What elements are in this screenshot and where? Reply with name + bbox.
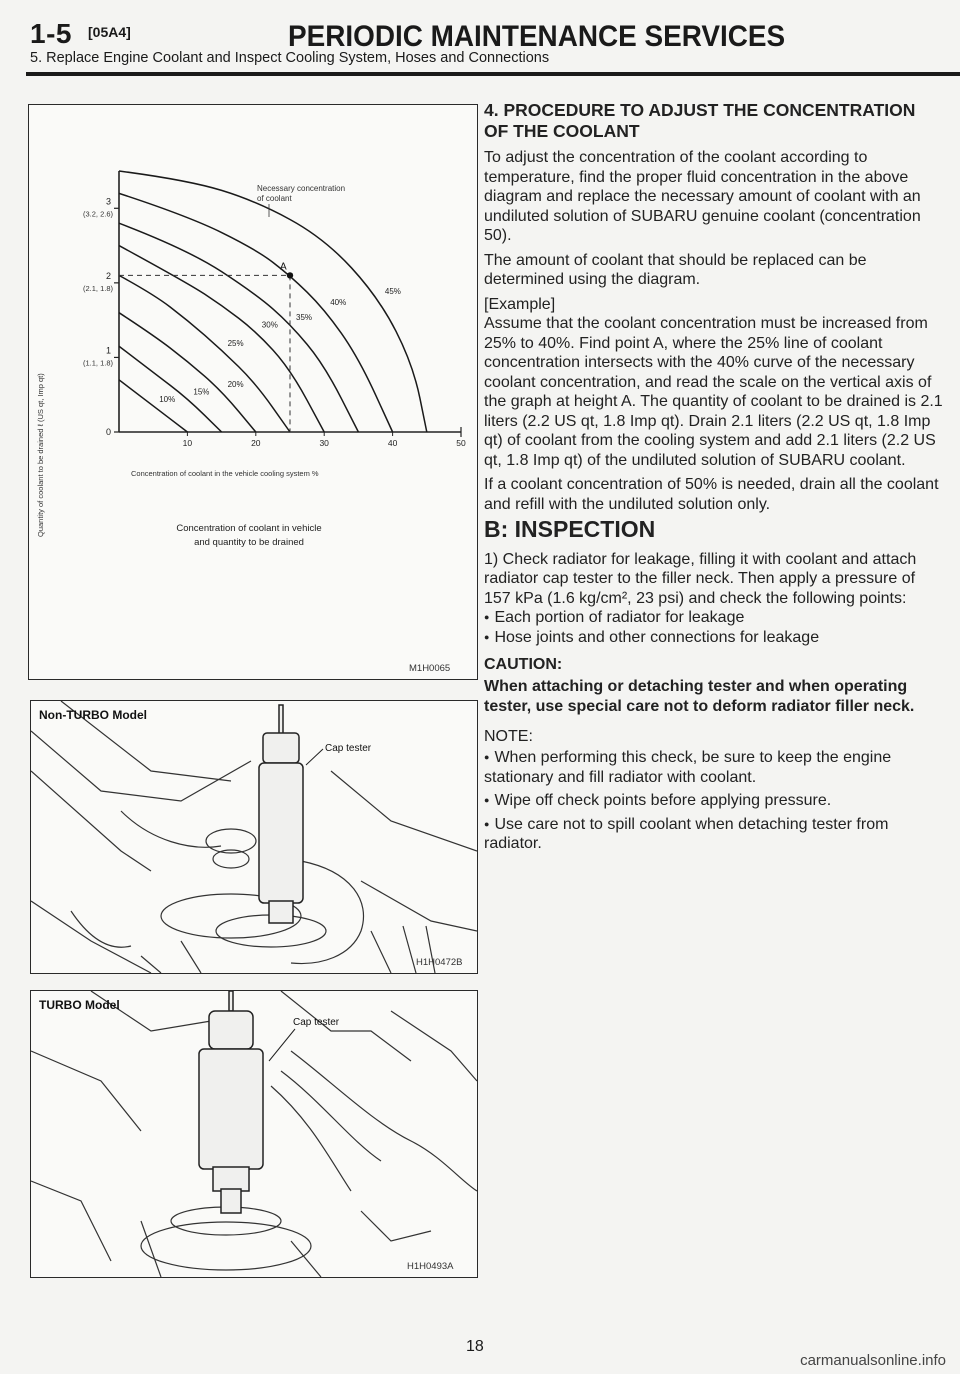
caution-title: CAUTION: <box>484 656 563 673</box>
inspection-step-1: 1) Check radiator for leakage, filling it with coolant and attach radiator cap tester to the filler neck. Then apply a pressure of 157 kPa (1.6 kg/cm², 23 psi) and check the following points: <box>484 550 917 607</box>
caution-text: When attaching or detaching tester and when operating tester, use special care not to deform radiator filler neck. <box>484 677 915 715</box>
procedure-paragraph-4: If a coolant concentration of 50% is needed, drain all the coolant and refill with the undiluted solution only. <box>484 476 939 513</box>
inspection-heading: B: INSPECTION <box>484 516 656 542</box>
note-item: ● Use care not to spill coolant when detaching tester from radiator. <box>484 815 944 854</box>
series-label-group <box>159 287 401 404</box>
series-label: 20% <box>227 379 244 389</box>
series-curve <box>119 380 187 432</box>
figure-caption-line-1: Concentration of coolant in vehicle <box>176 523 322 534</box>
turbo-cap-tester-callout: Cap tester <box>293 1017 340 1028</box>
turbo-cap-tester-callout-line <box>269 1029 295 1061</box>
procedure-paragraph-1: To adjust the concentration of the coolant according to temperature, find the proper fluid concentration in the above diagram and replace the necessary amount of coolant with an undiluted solution of SUBARU genuine coolant (concentration 50). <box>484 149 921 244</box>
nonturbo-figure-id: H1H0472B <box>416 957 463 968</box>
series-curve <box>119 171 427 432</box>
series-group <box>119 171 427 432</box>
inspection-bullet: ● Each portion of radiator for leakage <box>484 608 944 628</box>
nonturbo-model-label: Non-TURBO Model <box>39 708 147 722</box>
cap-tester-shape <box>259 705 303 923</box>
x-tick-label: 40 <box>387 438 398 448</box>
series-label: 25% <box>227 338 244 348</box>
series-curve <box>119 275 290 432</box>
page-subtitle: 5. Replace Engine Coolant and Inspect Cooling System, Hoses and Connections <box>30 50 550 66</box>
y-tick-label: 2 <box>105 270 111 281</box>
watermark: carmanualsonline.info <box>800 1352 946 1369</box>
turbo-model-label: TURBO Model <box>39 998 120 1012</box>
x-tick-label: 20 <box>251 438 261 448</box>
y-tick-label: 1 <box>105 345 111 356</box>
text-column <box>484 100 944 854</box>
example-label: [Example] <box>484 295 556 313</box>
section-number: 1-5 <box>30 18 72 49</box>
series-label: 15% <box>193 387 210 397</box>
procedure-paragraph-3: Assume that the coolant concentration must be increased from 25% to 40%. Find point A, where the 25% line of coolant concentration intersects with the 40% curve of the necessary coolant concentration, and read the scale on the vertical axis of the graph at height A. The quantity of coolant to be drained is 2.1 liters (2.2 US qt, 1.8 Imp qt). Drain 2.1 liters (2.2 US qt, 1.8 Imp qt) of coolant from the cooling system and add 2.1 liters (2.2 US qt, 1.8 Imp qt) of the undiluted solution of SUBARU coolant. <box>484 315 943 469</box>
turbo-figure-id: H1H0493A <box>407 1261 454 1272</box>
y-tick-label: 0 <box>105 427 111 437</box>
legend-line-1: Necessary concentration <box>257 184 346 193</box>
x-tick-label: 10 <box>182 438 193 448</box>
series-curve <box>119 223 358 432</box>
y-tick-sublabel: (2.1, 1.8) <box>82 283 113 293</box>
turbo-illustration <box>31 991 477 1277</box>
series-label: 35% <box>296 312 313 322</box>
turbo-figure <box>30 990 478 1278</box>
y-tick-sublabel: (1.1, 1.8) <box>82 358 113 368</box>
procedure-paragraph-2: The amount of coolant that should be replaced can be determined using the diagram. <box>484 251 867 288</box>
nonturbo-figure <box>30 700 478 974</box>
point-a-marker <box>287 272 293 278</box>
x-tick-label: 30 <box>319 438 329 448</box>
procedure-heading: 4. PROCEDURE TO ADJUST THE CONCENTRATION OF THE COOLANT <box>484 100 916 141</box>
section-code: [05A4] <box>88 24 131 40</box>
legend-line-2: of coolant <box>257 194 292 203</box>
series-label: 30% <box>261 320 278 330</box>
turbo-cap-tester-shape <box>199 991 263 1213</box>
chart-figure <box>28 104 478 680</box>
figure-id: M1H0065 <box>409 663 451 674</box>
figure-caption-line-2: and quantity to be drained <box>194 537 304 548</box>
series-curve <box>119 313 256 432</box>
nonturbo-illustration <box>31 701 477 973</box>
note-title: NOTE: <box>484 727 533 745</box>
y-axis-label: Quantity of coolant to be drained ℓ (US qt, Imp qt) <box>36 373 45 537</box>
page-number: 18 <box>466 1338 484 1355</box>
note-item: ● When performing this check, be sure to keep the engine stationary and fill radiator with coolant. <box>484 748 944 787</box>
y-tick-sublabel: (3.2, 2.6) <box>82 209 113 219</box>
inspection-bullet: ● Hose joints and other connections for leakage <box>484 628 944 648</box>
header-rule <box>26 72 960 76</box>
y-tick-group <box>83 196 119 437</box>
x-tick-label: 50 <box>456 438 466 448</box>
x-tick-group <box>183 432 466 448</box>
cap-tester-callout-line <box>306 749 323 765</box>
y-tick-label: 3 <box>105 196 111 207</box>
note-item: ● Wipe off check points before applying pressure. <box>484 791 944 811</box>
chart-svg <box>29 105 477 679</box>
series-label: 45% <box>384 286 401 296</box>
page-title: PERIODIC MAINTENANCE SERVICES <box>288 20 786 53</box>
series-label: 10% <box>159 394 176 404</box>
series-label: 40% <box>330 297 347 307</box>
x-axis-label: Concentration of coolant in the vehicle cooling system % <box>131 469 319 478</box>
point-a-label: A <box>280 261 287 273</box>
cap-tester-callout: Cap tester <box>325 743 372 754</box>
